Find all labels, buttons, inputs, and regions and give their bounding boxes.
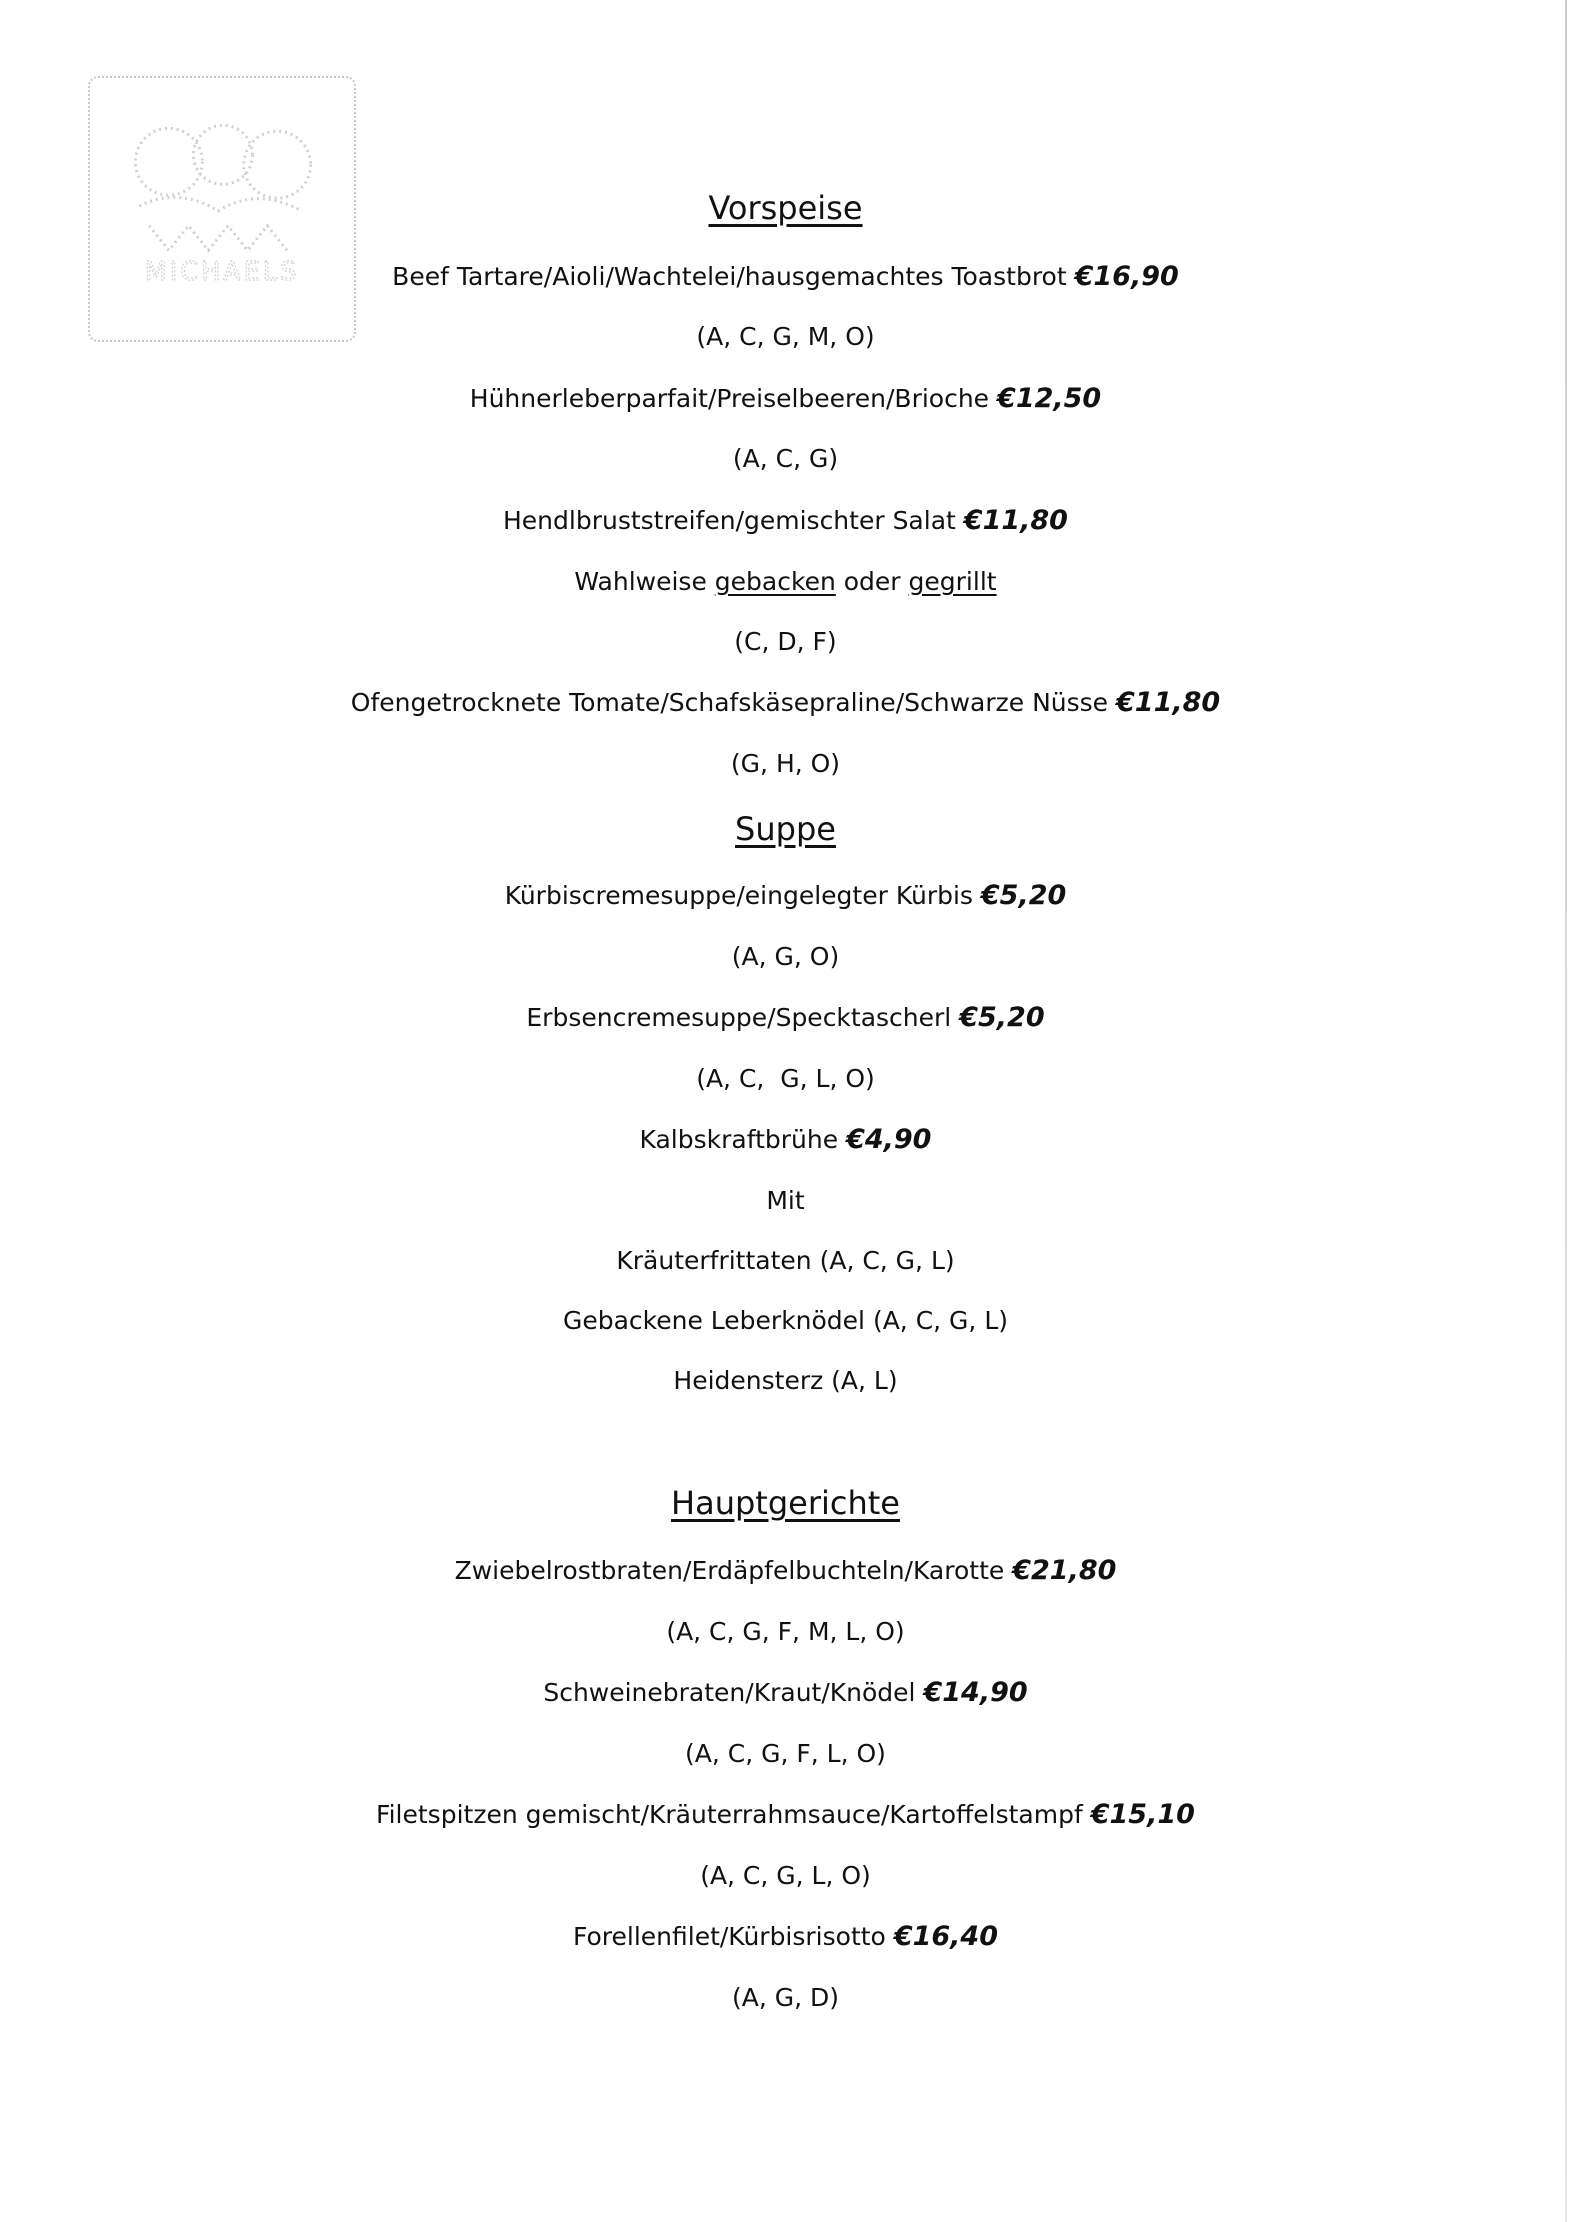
note-middle: oder	[843, 567, 901, 596]
item-price: €5,20	[980, 880, 1067, 911]
item-price: €11,80	[963, 505, 1068, 536]
menu-item	[0, 1001, 1571, 1035]
item-price: €16,40	[893, 1921, 999, 1952]
item-name: Hendlbruststreifen/gemischter Salat	[503, 506, 956, 535]
item-allergens: (A, C, G, F, M, L, O)	[666, 1617, 905, 1646]
menu-item	[0, 879, 1571, 913]
mit-label: Mit	[766, 1186, 805, 1215]
menu-item	[0, 1798, 1571, 1832]
item-allergens: (A, C, G, L, O)	[700, 1861, 871, 1890]
note-prefix: Wahlweise	[574, 567, 707, 596]
item-price: €5,20	[959, 1002, 1045, 1033]
menu-item	[0, 1920, 1571, 1954]
menu-item	[0, 382, 1571, 416]
item-price: €21,80	[1012, 1555, 1117, 1586]
item-name: Schweinebraten/Kraut/Knödel	[543, 1678, 916, 1707]
section-title-hauptgerichte: Hauptgerichte	[671, 1484, 900, 1522]
item-allergens: (A, G, D)	[731, 1983, 840, 2012]
item-price: €15,10	[1090, 1799, 1195, 1830]
menu-item	[0, 1676, 1571, 1710]
item-allergens: (G, H, O)	[730, 749, 841, 778]
item-name: Zwiebelrostbraten/Erdäpfelbuchteln/Karotte	[454, 1556, 1005, 1585]
soup-garnish: Gebackene Leberknödel (A, C, G, L)	[562, 1306, 1009, 1335]
item-allergens: (A, C, G, M, O)	[696, 322, 875, 351]
item-name: Hühnerleberparfait/Preiselbeeren/Brioche	[469, 384, 990, 413]
soup-garnish: Heidensterz (A, L)	[673, 1366, 898, 1395]
note-option-gegrillt: gegrillt	[908, 567, 997, 596]
item-note	[0, 565, 1571, 599]
item-allergens: (A, C, G, L, O)	[696, 1064, 875, 1093]
section-title-vorspeise: Vorspeise	[708, 189, 863, 227]
item-price: €4,90	[846, 1124, 932, 1155]
menu-item	[0, 1554, 1571, 1588]
item-name: Kürbiscremesuppe/eingelegter Kürbis	[504, 881, 973, 910]
item-name: Beef Tartare/Aioli/Wachtelei/hausgemachtes Toastbrot	[392, 262, 1067, 291]
item-name: Filetspitzen gemischt/Kräuterrahmsauce/Kartoffelstampf	[376, 1800, 1083, 1829]
menu-item	[0, 504, 1571, 538]
logo-text: MICHAELS	[144, 256, 300, 287]
item-allergens: (A, C, G, F, L, O)	[685, 1739, 886, 1768]
soup-garnish: Kräuterfrittaten (A, C, G, L)	[616, 1246, 955, 1275]
item-allergens: (A, G, O)	[731, 942, 840, 971]
menu-item	[0, 1123, 1571, 1157]
menu-item	[0, 260, 1571, 294]
item-allergens: (A, C, G)	[732, 444, 839, 473]
item-name: Forellenfilet/Kürbisrisotto	[572, 1922, 886, 1951]
item-name: Kalbskraftbrühe	[639, 1125, 839, 1154]
item-allergens: (C, D, F)	[734, 627, 837, 656]
menu-item	[0, 686, 1571, 720]
item-price: €11,80	[1116, 687, 1221, 718]
item-price: €14,90	[923, 1677, 1028, 1708]
item-name: Ofengetrocknete Tomate/Schafskäsepraline/Schwarze Nüsse	[350, 688, 1109, 717]
item-price: €12,50	[997, 383, 1102, 414]
note-option-gebacken: gebacken	[714, 567, 836, 596]
item-price: €16,90	[1074, 261, 1179, 292]
section-title-suppe: Suppe	[735, 810, 836, 848]
item-name: Erbsencremesuppe/Specktascherl	[526, 1003, 952, 1032]
